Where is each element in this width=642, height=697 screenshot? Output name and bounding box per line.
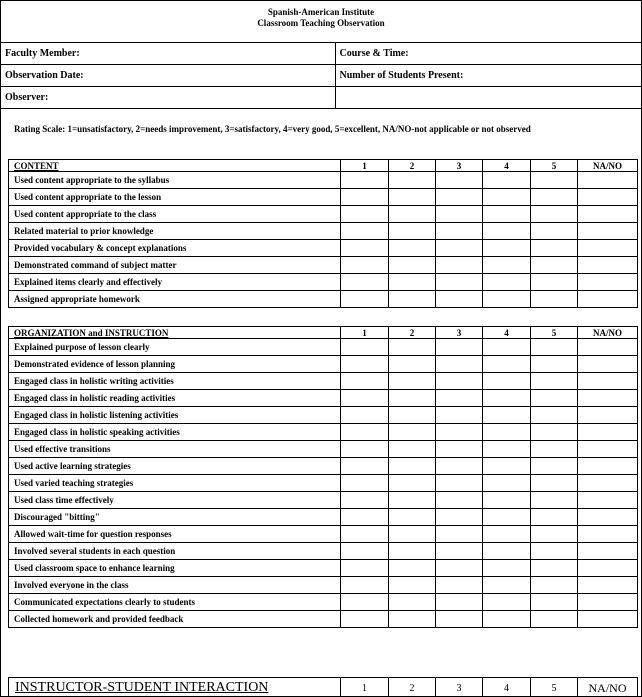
rating-checkbox-cell[interactable] <box>436 206 483 223</box>
criterion-row <box>9 373 638 390</box>
rating-checkbox-cell[interactable] <box>578 543 638 560</box>
criterion-label: Involved several students in each question <box>9 543 341 560</box>
rating-checkbox-cell[interactable] <box>531 339 578 356</box>
rating-checkbox-cell[interactable] <box>531 356 578 373</box>
rating-checkbox-cell[interactable] <box>436 257 483 274</box>
rating-checkbox-cell[interactable] <box>578 594 638 611</box>
criterion-label: Used varied teaching strategies <box>9 475 341 492</box>
rating-checkbox-cell[interactable] <box>389 407 436 424</box>
rating-checkbox-cell[interactable] <box>389 594 436 611</box>
criterion-row <box>9 407 638 424</box>
rating-checkbox-cell[interactable] <box>341 441 389 458</box>
criterion-row <box>9 492 638 509</box>
rating-checkbox-cell[interactable] <box>578 189 638 206</box>
rating-checkbox-cell[interactable] <box>389 543 436 560</box>
content-rating-table <box>8 159 638 308</box>
rating-checkbox-cell[interactable] <box>341 274 389 291</box>
rating-checkbox-cell[interactable] <box>578 373 638 390</box>
observer-field[interactable]: Observer: <box>1 87 335 109</box>
rating-checkbox-cell[interactable] <box>436 560 483 577</box>
rating-checkbox-cell[interactable] <box>578 407 638 424</box>
criterion-label: Used effective transitions <box>9 441 341 458</box>
criterion-row <box>9 577 638 594</box>
rating-checkbox-cell[interactable] <box>578 257 638 274</box>
rating-checkbox-cell[interactable] <box>436 223 483 240</box>
rating-checkbox-cell[interactable] <box>436 339 483 356</box>
rating-checkbox-cell[interactable] <box>531 492 578 509</box>
criterion-label: Engaged class in holistic reading activities <box>9 390 341 407</box>
criterion-label: Used class time effectively <box>9 492 341 509</box>
rating-checkbox-cell[interactable] <box>389 475 436 492</box>
rating-checkbox-cell[interactable] <box>578 206 638 223</box>
criterion-row <box>9 543 638 560</box>
criterion-row <box>9 509 638 526</box>
rating-checkbox-cell[interactable] <box>389 206 436 223</box>
rating-checkbox-cell[interactable] <box>436 274 483 291</box>
rating-column-header: 1 <box>341 678 389 697</box>
rating-column-header: NA/NO <box>578 160 638 172</box>
criterion-label: Provided vocabulary & concept explanations <box>9 240 341 257</box>
criterion-row <box>9 560 638 577</box>
rating-checkbox-cell[interactable] <box>483 577 531 594</box>
rating-column-header: 3 <box>436 327 483 339</box>
organization-rating-table <box>8 326 638 628</box>
rating-checkbox-cell[interactable] <box>578 526 638 543</box>
rating-checkbox-cell[interactable] <box>389 492 436 509</box>
rating-column-header: 3 <box>436 678 483 697</box>
rating-checkbox-cell[interactable] <box>483 611 531 628</box>
rating-column-header: 5 <box>531 160 578 172</box>
rating-checkbox-cell[interactable] <box>483 291 531 308</box>
rating-checkbox-cell[interactable] <box>436 526 483 543</box>
rating-checkbox-cell[interactable] <box>483 240 531 257</box>
rating-checkbox-cell[interactable] <box>531 611 578 628</box>
rating-checkbox-cell[interactable] <box>341 339 389 356</box>
criterion-label: Collected homework and provided feedback <box>9 611 341 628</box>
rating-checkbox-cell[interactable] <box>483 189 531 206</box>
rating-checkbox-cell[interactable] <box>389 611 436 628</box>
criterion-label: Engaged class in holistic speaking activities <box>9 424 341 441</box>
rating-checkbox-cell[interactable] <box>483 257 531 274</box>
rating-checkbox-cell[interactable] <box>341 492 389 509</box>
rating-checkbox-cell[interactable] <box>483 407 531 424</box>
rating-checkbox-cell[interactable] <box>578 274 638 291</box>
rating-column-header: 4 <box>483 160 531 172</box>
rating-checkbox-cell[interactable] <box>389 373 436 390</box>
rating-checkbox-cell[interactable] <box>578 509 638 526</box>
rating-checkbox-cell[interactable] <box>578 492 638 509</box>
rating-scale-text: Rating Scale: 1=unsatisfactory, 2=needs improvement, 3=satisfactory, 4=very good, 5=excellent, NA/NO-not applicable or not observed <box>14 124 531 134</box>
criterion-row <box>9 356 638 373</box>
rating-checkbox-cell[interactable] <box>436 189 483 206</box>
rating-checkbox-cell[interactable] <box>483 594 531 611</box>
rating-checkbox-cell[interactable] <box>483 560 531 577</box>
criterion-label: Involved everyone in the class <box>9 577 341 594</box>
rating-checkbox-cell[interactable] <box>436 594 483 611</box>
rating-checkbox-cell[interactable] <box>436 441 483 458</box>
faculty-member-field[interactable]: Faculty Member: <box>1 43 335 65</box>
criterion-row <box>9 257 638 274</box>
rating-checkbox-cell[interactable] <box>436 390 483 407</box>
rating-checkbox-cell[interactable] <box>341 407 389 424</box>
rating-checkbox-cell[interactable] <box>531 172 578 189</box>
rating-checkbox-cell[interactable] <box>578 390 638 407</box>
rating-checkbox-cell[interactable] <box>531 475 578 492</box>
rating-checkbox-cell[interactable] <box>578 223 638 240</box>
rating-checkbox-cell[interactable] <box>389 526 436 543</box>
rating-column-header: 2 <box>389 678 436 697</box>
rating-column-header: 1 <box>341 327 389 339</box>
rating-checkbox-cell[interactable] <box>389 441 436 458</box>
rating-column-header: 2 <box>389 327 436 339</box>
rating-checkbox-cell[interactable] <box>436 475 483 492</box>
rating-checkbox-cell[interactable] <box>578 356 638 373</box>
rating-checkbox-cell[interactable] <box>389 390 436 407</box>
rating-checkbox-cell[interactable] <box>436 291 483 308</box>
rating-checkbox-cell[interactable] <box>436 424 483 441</box>
rating-column-header: 3 <box>436 160 483 172</box>
rating-checkbox-cell[interactable] <box>578 611 638 628</box>
rating-checkbox-cell[interactable] <box>389 172 436 189</box>
rating-checkbox-cell[interactable] <box>341 475 389 492</box>
section-header-row <box>9 160 638 172</box>
course-time-field[interactable]: Course & Time: <box>335 43 641 65</box>
section-title: ORGANIZATION and INSTRUCTION <box>9 327 341 339</box>
criterion-label: Related material to prior knowledge <box>9 223 341 240</box>
criterion-row <box>9 594 638 611</box>
rating-checkbox-cell[interactable] <box>436 458 483 475</box>
rating-checkbox-cell[interactable] <box>483 526 531 543</box>
rating-checkbox-cell[interactable] <box>531 274 578 291</box>
form-title: Classroom Teaching Observation <box>257 18 385 28</box>
criterion-label: Explained items clearly and effectively <box>9 274 341 291</box>
rating-column-header: NA/NO <box>578 327 638 339</box>
rating-column-header: 2 <box>389 160 436 172</box>
rating-checkbox-cell[interactable] <box>436 240 483 257</box>
rating-checkbox-cell[interactable] <box>341 424 389 441</box>
criterion-label: Engaged class in holistic writing activities <box>9 373 341 390</box>
rating-checkbox-cell[interactable] <box>341 257 389 274</box>
rating-checkbox-cell[interactable] <box>531 206 578 223</box>
rating-checkbox-cell[interactable] <box>531 526 578 543</box>
rating-checkbox-cell[interactable] <box>341 223 389 240</box>
rating-checkbox-cell[interactable] <box>483 356 531 373</box>
criterion-label: Used classroom space to enhance learning <box>9 560 341 577</box>
rating-checkbox-cell[interactable] <box>341 543 389 560</box>
criterion-row <box>9 390 638 407</box>
rating-checkbox-cell[interactable] <box>578 339 638 356</box>
rating-checkbox-cell[interactable] <box>389 240 436 257</box>
rating-checkbox-cell[interactable] <box>483 373 531 390</box>
section-header-row <box>9 678 638 697</box>
rating-checkbox-cell[interactable] <box>436 373 483 390</box>
interaction-rating-table <box>8 677 638 697</box>
criterion-row <box>9 189 638 206</box>
rating-checkbox-cell[interactable] <box>483 458 531 475</box>
rating-checkbox-cell[interactable] <box>531 509 578 526</box>
rating-checkbox-cell[interactable] <box>578 475 638 492</box>
rating-column-header: 4 <box>483 678 531 697</box>
rating-checkbox-cell[interactable] <box>436 611 483 628</box>
rating-checkbox-cell[interactable] <box>531 594 578 611</box>
rating-checkbox-cell[interactable] <box>483 274 531 291</box>
rating-checkbox-cell[interactable] <box>341 240 389 257</box>
rating-checkbox-cell[interactable] <box>483 206 531 223</box>
rating-checkbox-cell[interactable] <box>483 509 531 526</box>
rating-checkbox-cell[interactable] <box>436 172 483 189</box>
rating-checkbox-cell[interactable] <box>531 407 578 424</box>
rating-checkbox-cell[interactable] <box>578 172 638 189</box>
rating-checkbox-cell[interactable] <box>341 526 389 543</box>
section-header-row <box>9 327 638 339</box>
rating-checkbox-cell[interactable] <box>341 390 389 407</box>
criterion-row <box>9 611 638 628</box>
rating-checkbox-cell[interactable] <box>483 390 531 407</box>
rating-checkbox-cell[interactable] <box>578 240 638 257</box>
rating-column-header: 1 <box>341 160 389 172</box>
criterion-row <box>9 223 638 240</box>
rating-checkbox-cell[interactable] <box>578 424 638 441</box>
rating-checkbox-cell[interactable] <box>341 373 389 390</box>
form-header <box>1 7 641 29</box>
criterion-label: Allowed wait-time for question responses <box>9 526 341 543</box>
rating-checkbox-cell[interactable] <box>341 206 389 223</box>
criterion-row <box>9 424 638 441</box>
rating-checkbox-cell[interactable] <box>389 274 436 291</box>
rating-checkbox-cell[interactable] <box>389 356 436 373</box>
rating-checkbox-cell[interactable] <box>483 223 531 240</box>
rating-checkbox-cell[interactable] <box>436 577 483 594</box>
rating-checkbox-cell[interactable] <box>578 441 638 458</box>
observation-date-field[interactable]: Observation Date: <box>1 65 335 87</box>
rating-column-header: NA/NO <box>578 678 638 697</box>
rating-checkbox-cell[interactable] <box>341 172 389 189</box>
criterion-label: Engaged class in holistic listening activities <box>9 407 341 424</box>
criterion-label: Discouraged "bitting" <box>9 509 341 526</box>
rating-checkbox-cell[interactable] <box>531 189 578 206</box>
criterion-row <box>9 441 638 458</box>
criterion-label: Used active learning strategies <box>9 458 341 475</box>
criterion-row <box>9 475 638 492</box>
rating-checkbox-cell[interactable] <box>436 407 483 424</box>
rating-checkbox-cell[interactable] <box>436 356 483 373</box>
rating-column-header: 4 <box>483 327 531 339</box>
rating-checkbox-cell[interactable] <box>531 441 578 458</box>
rating-checkbox-cell[interactable] <box>483 441 531 458</box>
rating-checkbox-cell[interactable] <box>531 390 578 407</box>
rating-checkbox-cell[interactable] <box>483 492 531 509</box>
rating-checkbox-cell[interactable] <box>341 509 389 526</box>
rating-checkbox-cell[interactable] <box>531 240 578 257</box>
criterion-label: Demonstrated command of subject matter <box>9 257 341 274</box>
rating-checkbox-cell[interactable] <box>436 492 483 509</box>
rating-checkbox-cell[interactable] <box>531 577 578 594</box>
rating-checkbox-cell[interactable] <box>389 424 436 441</box>
criterion-row <box>9 172 638 189</box>
rating-checkbox-cell[interactable] <box>531 560 578 577</box>
rating-checkbox-cell[interactable] <box>483 339 531 356</box>
criterion-label: Explained purpose of lesson clearly <box>9 339 341 356</box>
section-title: INSTRUCTOR-STUDENT INTERACTION <box>9 678 341 697</box>
criterion-row <box>9 291 638 308</box>
rating-checkbox-cell[interactable] <box>341 356 389 373</box>
rating-checkbox-cell[interactable] <box>531 424 578 441</box>
criterion-row <box>9 240 638 257</box>
rating-checkbox-cell[interactable] <box>531 223 578 240</box>
criterion-row <box>9 339 638 356</box>
observer-blank-cell[interactable] <box>335 87 641 109</box>
criterion-row <box>9 206 638 223</box>
rating-checkbox-cell[interactable] <box>483 543 531 560</box>
rating-checkbox-cell[interactable] <box>341 189 389 206</box>
criterion-label: Used content appropriate to the class <box>9 206 341 223</box>
rating-checkbox-cell[interactable] <box>436 509 483 526</box>
rating-checkbox-cell[interactable] <box>389 189 436 206</box>
criterion-row <box>9 458 638 475</box>
rating-checkbox-cell[interactable] <box>389 339 436 356</box>
rating-checkbox-cell[interactable] <box>341 291 389 308</box>
rating-checkbox-cell[interactable] <box>341 577 389 594</box>
rating-checkbox-cell[interactable] <box>389 509 436 526</box>
section-title: CONTENT <box>9 160 341 172</box>
rating-checkbox-cell[interactable] <box>578 560 638 577</box>
rating-checkbox-cell[interactable] <box>341 458 389 475</box>
criterion-row <box>9 274 638 291</box>
rating-checkbox-cell[interactable] <box>483 424 531 441</box>
rating-checkbox-cell[interactable] <box>389 458 436 475</box>
criterion-label: Used content appropriate to the lesson <box>9 189 341 206</box>
students-present-field[interactable]: Number of Students Present: <box>335 65 641 87</box>
rating-checkbox-cell[interactable] <box>578 577 638 594</box>
rating-column-header: 5 <box>531 327 578 339</box>
criterion-label: Assigned appropriate homework <box>9 291 341 308</box>
rating-checkbox-cell[interactable] <box>389 257 436 274</box>
institute-name: Spanish-American Institute <box>267 7 375 17</box>
info-fields-table <box>1 42 641 109</box>
criterion-label: Used content appropriate to the syllabus <box>9 172 341 189</box>
rating-checkbox-cell[interactable] <box>531 257 578 274</box>
rating-checkbox-cell[interactable] <box>389 291 436 308</box>
criterion-label: Communicated expectations clearly to students <box>9 594 341 611</box>
rating-checkbox-cell[interactable] <box>389 560 436 577</box>
criterion-row <box>9 526 638 543</box>
rating-checkbox-cell[interactable] <box>436 543 483 560</box>
rating-checkbox-cell[interactable] <box>389 223 436 240</box>
rating-checkbox-cell[interactable] <box>578 458 638 475</box>
rating-checkbox-cell[interactable] <box>389 577 436 594</box>
rating-checkbox-cell[interactable] <box>341 560 389 577</box>
rating-checkbox-cell[interactable] <box>483 475 531 492</box>
rating-column-header: 5 <box>531 678 578 697</box>
rating-checkbox-cell[interactable] <box>341 611 389 628</box>
rating-checkbox-cell[interactable] <box>531 543 578 560</box>
rating-checkbox-cell[interactable] <box>531 458 578 475</box>
rating-checkbox-cell[interactable] <box>341 594 389 611</box>
criterion-label: Demonstrated evidence of lesson planning <box>9 356 341 373</box>
rating-checkbox-cell[interactable] <box>578 291 638 308</box>
rating-checkbox-cell[interactable] <box>531 291 578 308</box>
rating-checkbox-cell[interactable] <box>531 373 578 390</box>
rating-checkbox-cell[interactable] <box>483 172 531 189</box>
